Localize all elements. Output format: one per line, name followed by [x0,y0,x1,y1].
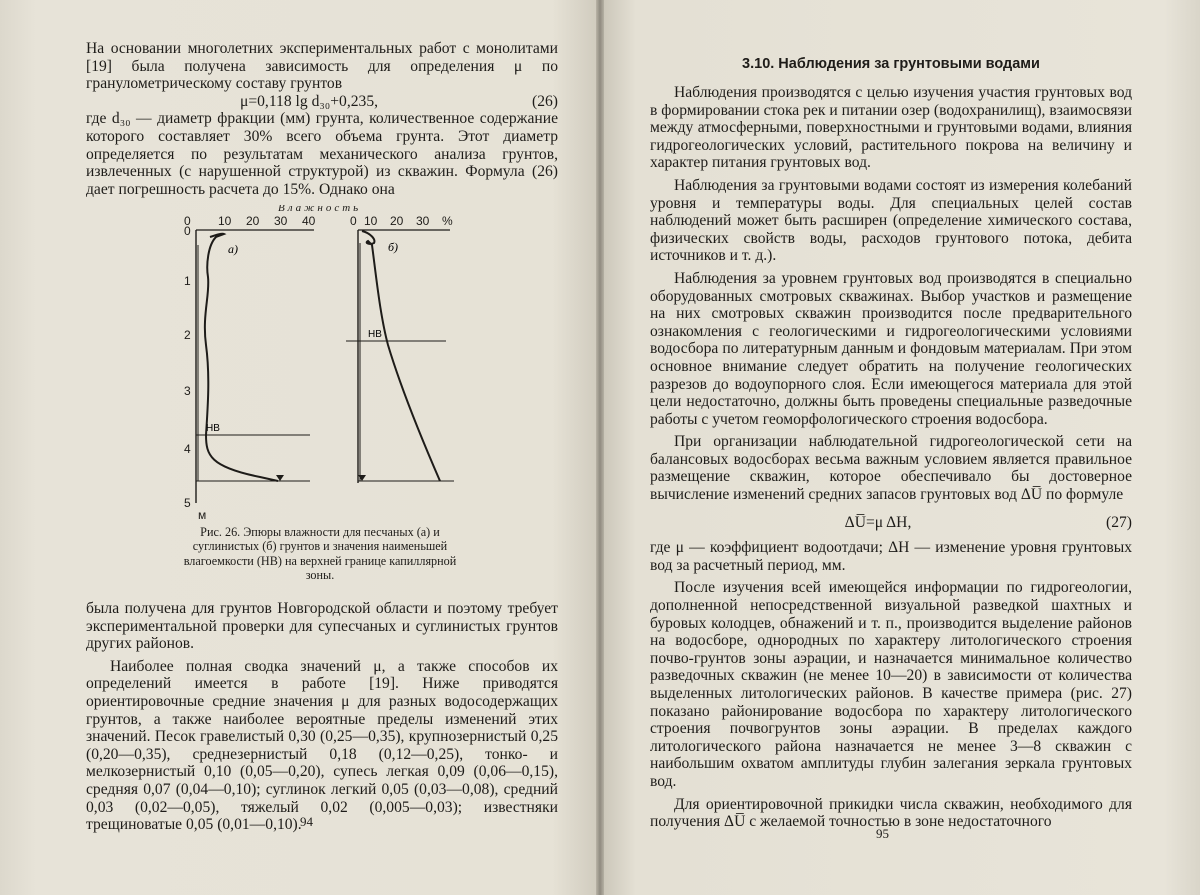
curve-a [205,234,278,481]
book-gutter [596,0,604,895]
formula-26 [86,93,558,111]
formula-expr: μ=0,118 lg d₃₀+0,235, [239,92,379,110]
paragraph: Для ориентировочной прикидки числа скважин, необходимого для получения ΔU̅ с желаемой точностью в зоне недостаточного [650,795,1132,831]
tick-a-3: 30 [274,214,288,228]
depth-tick-5: 5 [184,496,191,510]
tick-a-4: 40 [302,214,316,228]
section-heading: 3.10. Наблюдения за грунтовыми водами [742,56,1040,72]
paragraph: После изучения всей имеющейся информации по гидрогеологии, дополненной непосредственной визуальной разведкой шахтных и буровых колодцев, обнажений и т. п., производится выделение районов на водосборе, однородных по характеру литологического строения почво-грунтов зоны аэрации, и назначается минимальное количество разведочных скважин (не менее 10—20) в зависимости от количества выделенных литологических районов. В качестве примера (рис. 27) показано районирование водосбора по характеру литологического строения почвогрунтов зоны аэрации. В пределах каждого литологического района назначается не менее 3—8 скважин с наибольшим охватом амплитуды глубин залегания зеркала грунтовых вод. [650,579,1132,790]
paragraph: где μ — коэффициент водоотдачи; ΔH — изменение уровня грунтовых вод за расчетный период, мм. [650,539,1132,574]
paragraph: Наблюдения за уровнем грунтовых вод производятся в специально оборудованных смотровых скважинах. Выбор участков и размещение на них смотровых скважин производится после предварительного ознакомления с геологическими и гидрогеологическими условиями водосбора по литературным данным и фондовым материалам. При этом основное внимание следует обратить на получение геологических разрезов до водоупорного слоя. Если имеющегося материала для этой цели недостаточно, должны быть проведены специальные разведочные работы с учетом геоморфологического строения водосбора. [650,269,1132,428]
label-b: б) [388,240,399,254]
figure-caption: Рис. 26. Эпюры влажности для песчаных (а) и суглинистых (б) грунтов и значения наименьшей влагоемкости (НВ) на верхней границе капиллярной зоны. [183,525,457,583]
tick-a-2: 20 [246,214,260,228]
depth-tick-0: 0 [184,224,191,238]
depth-tick-2: 2 [184,328,191,342]
paragraph: была получена для грунтов Новгородской области и поэтому требует экспериментальной проверки для супесчаных и суглинистых грунтов других районов. [86,600,558,653]
paragraph: При организации наблюдательной гидрогеологической сети на балансовых водосборах весьма важным условием является правильное размещение скважин, которое обеспечивало бы достоверное вычисление изменений средних запасов грунтовых вод ΔU̅ по формуле [650,433,1132,504]
axis-title: Влажность [278,205,362,214]
left-text-top [86,40,558,198]
hv-label-b: НВ [368,329,382,340]
paragraph: Наблюдения за грунтовыми водами состоят из измерения колебаний уровня и температуры воды. Для специальных целей состав наблюдений может быть расширен (определение химического состава, физических свойств воды, расходов грунтового потока, дебита источников и т. д.). [650,176,1132,265]
paragraph: На основании многолетних экспериментальных работ с монолитами [19] была получена зависимость для определения μ по гранулометрическому составу грунтов [86,40,558,93]
formula-27 [650,514,1132,532]
paragraph: где d₃₀ — диаметр фракции (мм) грунта, количественное содержание которого составляет 30% всего объема грунта. Этот диаметр определяется по результатам механического анализа грунтов, извлеченных (с нарушенной структурой) из скважин. Формула (26) дает погрешность расчета до 15%. Однако она [86,110,558,198]
formula-number: (27) [1106,513,1132,531]
depth-tick-4: 4 [184,442,191,456]
formula-expr: ΔU̅=μ ΔH, [844,513,912,531]
tick-b-2: 20 [390,214,404,228]
right-text [650,84,1132,831]
depth-tick-1: 1 [184,274,191,288]
tick-b-1: 10 [364,214,378,228]
paragraph: Наблюдения производятся с целью изучения участия грунтовых вод в формировании стока рек и питании озер (водохранилищ), взаимосвязи между атмосферными, поверхностными и грунтовыми водами, влияния гидрогеологических условий, растительного покрова на величину и характер питания грунтовых вод. [650,84,1132,172]
depth-unit: м [198,508,207,522]
hv-label-a: НВ [206,423,220,434]
formula-number: (26) [532,92,558,110]
paragraph: Наиболее полная сводка значений μ, а также способов их определений имеется в работе [19]. Ниже приводятся ориентировочные средние значения μ для разных водосодержащих грунтов, а также наиболее вероятные пределы изменений этих значений. Песок гравелистый 0,30 (0,25—0,35), крупнозернистый 0,25 (0,20—0,35), среднезернистый 0,18 (0,12—0,25), тонко- и мелкозернистый 0,10 (0,05—0,20), супесь легкая 0,09 (0,06—0,15), средняя 0,07 (0,04—0,10); суглинок легкий 0,05 (0,03—0,08), средний 0,03 (0,02—0,05), тяжелый 0,02 (0,005—0,03); известняки трещиноватые 0,05 (0,01—0,10). [86,657,558,834]
tick-a-0: 0 [184,214,191,228]
moisture-figure [150,205,470,525]
tick-b-0: 0 [350,214,357,228]
tick-a-1: 10 [218,214,232,228]
curve-b [362,231,440,481]
tick-b-3: 30 [416,214,430,228]
tick-b-4: % [442,214,453,228]
depth-tick-3: 3 [184,384,191,398]
left-text-bottom [86,600,558,834]
page-number: 94 [300,814,313,829]
label-a: а) [228,242,238,256]
page-number: 95 [876,826,889,841]
